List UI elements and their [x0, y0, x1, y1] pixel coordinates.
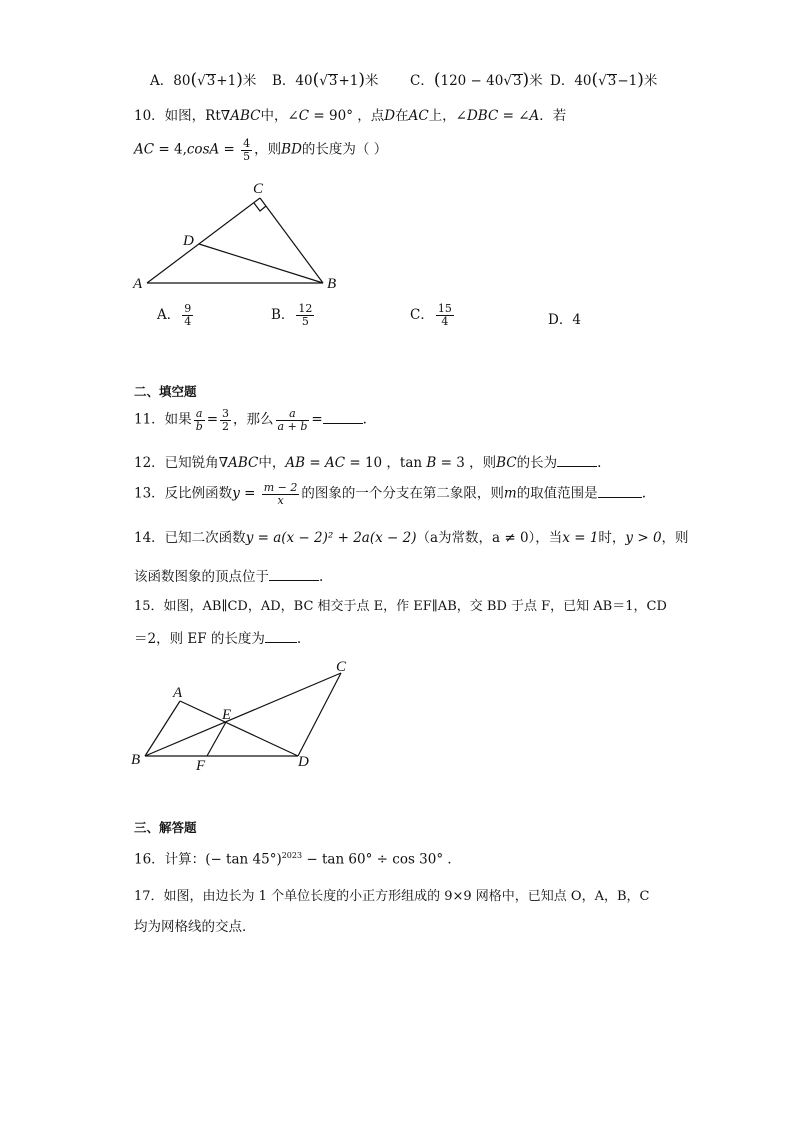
q15-figure [125, 655, 360, 775]
q10-label-b: B [327, 276, 337, 292]
q15-label-e: E [222, 707, 232, 723]
q17-line1: 17．如图，由边长为 1 个单位长度的小正方形组成的 9×9 网格中，已知点 O，A，B，C [134, 889, 650, 904]
q9-option-a[interactable]: A．80(√3+1)米 [150, 70, 257, 90]
section-heading-fill-in: 二、填空题 [134, 384, 197, 399]
q15-label-c: C [336, 659, 347, 675]
q10-label-d: D [183, 233, 194, 249]
q9-option-c[interactable]: C．(120 − 40√3)米 [410, 70, 543, 90]
q16: 16．计算：(− tan 45°)$^{2023}$ − tan 60° ÷ cos 30° ． [134, 851, 461, 868]
q15-segment-ab [145, 701, 180, 756]
q15-segment-cd [298, 673, 341, 756]
q15-answer-blank[interactable] [265, 630, 297, 643]
q9-option-b[interactable]: B．40(√3+1)米 [272, 70, 379, 90]
q10-segment-ac [147, 198, 260, 283]
q15-line2: ＝2，则 EF 的长度为 . [134, 631, 302, 647]
q15-label-f: F [196, 758, 206, 774]
q10-option-b[interactable]: B． $\frac{12}{5}$ [271, 302, 313, 328]
q11-answer-blank[interactable] [323, 411, 363, 424]
q15-line1: 15．如图，AB∥CD，AD，BC 相交于点 E，作 EF∥AB，交 BD 于点 F，已知 AB＝1，CD [134, 599, 667, 614]
q15-label-d: D [298, 754, 309, 770]
q10-option-a[interactable]: A． $\frac{9}{4}$ [157, 302, 192, 328]
q9-option-d[interactable]: D．40(√3−1)米 [550, 70, 658, 90]
q10-stem-line2: AC = 4,cosA = $\frac{4}{5}$ ，则BD的长度为（ ） [134, 137, 388, 163]
q12: 12．已知锐角∇ABC中，AB = AC = 10 ，tan B = 3 ，则BC的长为 . [134, 455, 602, 471]
q9-options-row [150, 72, 256, 89]
q13-answer-blank[interactable] [598, 485, 642, 498]
q10-segment-cb [260, 198, 323, 283]
q10-option-d[interactable]: D．4 [548, 312, 581, 328]
q10-cos-fraction: $\frac{4}{5}$ [243, 137, 251, 163]
q10-triangle-figure [125, 175, 355, 295]
q13: 13．反比例函数y = $\frac{m - 2}{x}$ 的图象的一个分支在第二象限，则m的取值范围是 . [134, 481, 646, 507]
q17-line2: 均为网格线的交点． [134, 919, 256, 935]
q10-option-c[interactable]: C． $\frac{15}{4}$ [410, 302, 452, 328]
section-heading-solve: 三、解答题 [134, 820, 197, 835]
q15-segment-ad [180, 701, 298, 756]
q14-answer-blank[interactable] [269, 568, 319, 581]
q14-line1: 14．已知二次函数y = a(x − 2)² + 2a(x − 2)（a为常数，a ≠ 0），当x = 1时，y > 0，则 [134, 530, 689, 546]
q11: 11．如果 $\frac{a}{b}$ = $\frac{3}{2}$ ，那么 $\frac{a}{a + b}$ = . [134, 407, 367, 433]
q10-label-c: C [253, 181, 264, 197]
q10-stem-line1: 10．如图，Rt∇ABC中，∠C = 90° ，点D在AC上，∠DBC = ∠A．若 [134, 108, 567, 124]
q15-label-a: A [173, 685, 183, 701]
q15-label-b: B [131, 752, 141, 768]
q15-segment-ef [207, 722, 226, 756]
q14-line2: 该函数图象的顶点位于 . [134, 569, 324, 585]
q10-segment-db [199, 244, 323, 283]
q10-label-a: A [133, 276, 143, 292]
q12-answer-blank[interactable] [557, 454, 597, 467]
